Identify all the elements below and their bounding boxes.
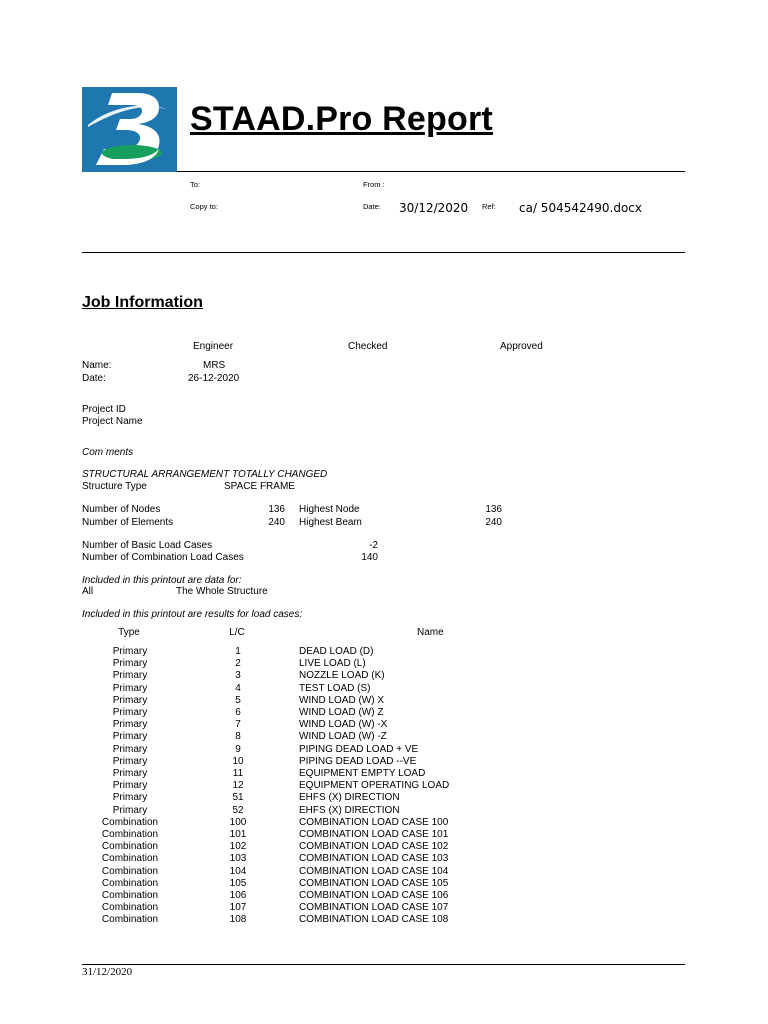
col-approved: Approved <box>500 341 543 352</box>
lc-type-cell: Primary <box>112 707 148 718</box>
combination-load-cases-value: 140 <box>361 552 378 563</box>
table-row <box>0 805 768 817</box>
lc-number-cell: 8 <box>235 731 241 743</box>
header-type: Type <box>118 627 140 638</box>
lc-number-cell: 9 <box>235 743 241 755</box>
lc-type-cell: Primary <box>112 658 148 670</box>
nodes-value: 136 <box>268 504 285 515</box>
lc-type-cell: Primary <box>112 682 148 694</box>
from-label: From : <box>363 180 385 189</box>
lc-number-cell: 11 <box>232 768 244 779</box>
included-data-label: Included in this printout are data for: <box>82 575 242 586</box>
footer-date: 31/12/2020 <box>82 966 133 978</box>
lc-number-cell: 51 <box>232 792 244 804</box>
lc-type-cell: Primary <box>112 804 148 816</box>
lc-name-cell: COMBINATION LOAD CASE 104 <box>299 865 449 877</box>
job-date-value: 26-12-2020 <box>188 373 240 384</box>
lc-type-cell: Combination <box>101 853 159 865</box>
table-row <box>0 744 768 756</box>
lc-name-cell: COMBINATION LOAD CASE 106 <box>299 890 449 901</box>
whole-structure-label: The Whole Structure <box>176 586 268 597</box>
lc-name-cell: COMBINATION LOAD CASE 101 <box>299 829 449 840</box>
basic-load-cases-label: Number of Basic Load Cases <box>82 540 213 551</box>
lc-number-cell: 102 <box>229 841 247 853</box>
lc-number-cell: 105 <box>229 877 247 889</box>
table-row <box>0 890 768 902</box>
table-row <box>0 719 768 731</box>
highest-beam-label: Highest Beam <box>299 517 362 528</box>
table-row <box>0 853 768 865</box>
lc-type-cell: Combination <box>101 865 159 877</box>
lc-name-cell: PIPING DEAD LOAD + VE <box>299 743 419 755</box>
lc-name-cell: WIND LOAD (W) -X <box>299 719 388 731</box>
date-label: Date: <box>363 202 381 211</box>
table-row <box>0 866 768 878</box>
elements-label: Number of Elements <box>82 517 174 528</box>
memo-divider <box>82 252 685 253</box>
table-row <box>0 756 768 768</box>
header-lc: L/C <box>229 627 245 638</box>
lc-number-cell: 103 <box>229 853 247 865</box>
date-value: 30/12/2020 <box>399 201 469 215</box>
lc-name-cell: COMBINATION LOAD CASE 100 <box>299 816 449 828</box>
lc-type-cell: Primary <box>112 792 148 804</box>
copy-to-label: Copy to: <box>190 202 218 211</box>
table-row <box>0 878 768 890</box>
header-divider <box>177 171 685 172</box>
lc-name-cell: PIPING DEAD LOAD --VE <box>299 755 417 767</box>
lc-name-cell: COMBINATION LOAD CASE 102 <box>299 841 449 853</box>
ref-label: Ref: <box>482 202 496 211</box>
lc-name-cell: LIVE LOAD (L) <box>299 658 366 670</box>
job-date-label: Date: <box>82 373 106 384</box>
lc-type-cell: Primary <box>112 780 148 792</box>
combination-load-cases-label: Number of Combination Load Cases <box>82 552 244 563</box>
table-row <box>0 707 768 719</box>
lc-name-cell: WIND LOAD (W) X <box>299 694 384 706</box>
lc-number-cell: 6 <box>235 707 241 718</box>
lc-type-cell: Combination <box>101 902 159 914</box>
table-row <box>0 914 768 926</box>
included-results-label: Included in this printout are results for load cases: <box>82 609 303 620</box>
table-row <box>0 768 768 780</box>
highest-node-value: 136 <box>485 504 502 515</box>
lc-name-cell: COMBINATION LOAD CASE 108 <box>299 914 449 926</box>
lc-number-cell: 5 <box>235 694 241 706</box>
lc-number-cell: 12 <box>232 780 244 792</box>
footer-divider <box>82 964 685 965</box>
project-name-label: Project Name <box>82 416 143 427</box>
table-row <box>0 817 768 829</box>
highest-node-label: Highest Node <box>299 504 360 515</box>
lc-type-cell: Primary <box>112 670 148 682</box>
col-engineer: Engineer <box>193 341 234 352</box>
lc-number-cell: 100 <box>229 816 247 828</box>
basic-load-cases-value: -2 <box>369 540 378 551</box>
lc-name-cell: WIND LOAD (W) Z <box>299 707 384 718</box>
report-title: STAAD.Pro Report <box>190 100 493 138</box>
lc-type-cell: Combination <box>101 841 159 853</box>
lc-name-cell: EQUIPMENT OPERATING LOAD <box>299 780 450 792</box>
table-row <box>0 695 768 707</box>
lc-number-cell: 108 <box>229 914 247 926</box>
lc-number-cell: 106 <box>229 890 247 901</box>
structure-type-label: Structure Type <box>82 481 147 492</box>
lc-name-cell: TEST LOAD (S) <box>299 682 371 694</box>
table-row <box>0 670 768 682</box>
table-row <box>0 731 768 743</box>
ref-value: ca/ 504542490.docx <box>519 201 642 215</box>
lc-name-cell: COMBINATION LOAD CASE 105 <box>299 877 449 889</box>
to-label: To: <box>190 180 201 189</box>
lc-name-cell: COMBINATION LOAD CASE 103 <box>299 853 449 865</box>
lc-name-cell: NOZZLE LOAD (K) <box>299 670 385 682</box>
comment-text: STRUCTURAL ARRANGEMENT TOTALLY CHANGED <box>82 469 328 480</box>
table-row <box>0 792 768 804</box>
structure-type-value: SPACE FRAME <box>224 481 295 492</box>
highest-beam-value: 240 <box>485 517 502 528</box>
lc-number-cell: 1 <box>235 646 241 657</box>
lc-type-cell: Primary <box>112 694 148 706</box>
table-row <box>0 829 768 841</box>
job-information-heading: Job Information <box>82 294 203 311</box>
all-label: All <box>82 586 94 597</box>
name-value: MRS <box>203 360 226 371</box>
lc-type-cell: Primary <box>112 719 148 731</box>
elements-value: 240 <box>268 517 285 528</box>
lc-type-cell: Primary <box>112 731 148 743</box>
lc-name-cell: EHFS (X) DIRECTION <box>299 804 400 816</box>
lc-number-cell: 3 <box>235 670 241 682</box>
table-row <box>0 902 768 914</box>
table-row <box>0 646 768 658</box>
lc-number-cell: 104 <box>229 865 247 877</box>
col-checked: Checked <box>348 341 388 352</box>
table-row <box>0 780 768 792</box>
lc-name-cell: EQUIPMENT EMPTY LOAD <box>299 768 426 779</box>
lc-type-cell: Primary <box>112 743 148 755</box>
lc-number-cell: 2 <box>235 658 241 670</box>
lc-type-cell: Combination <box>101 816 159 828</box>
project-id-label: Project ID <box>82 404 126 415</box>
table-row <box>0 841 768 853</box>
lc-number-cell: 7 <box>235 719 241 731</box>
lc-name-cell: WIND LOAD (W) -Z <box>299 731 387 743</box>
load-case-table-header <box>0 627 768 639</box>
lc-type-cell: Combination <box>101 829 159 840</box>
lc-name-cell: DEAD LOAD (D) <box>299 646 374 657</box>
lc-type-cell: Combination <box>101 914 159 926</box>
lc-name-cell: COMBINATION LOAD CASE 107 <box>299 902 449 914</box>
comments-label: Com ments <box>82 447 134 458</box>
lc-type-cell: Combination <box>101 890 159 901</box>
name-label: Name: <box>82 360 112 371</box>
lc-type-cell: Primary <box>112 768 148 779</box>
lc-number-cell: 107 <box>229 902 247 914</box>
table-row <box>0 658 768 670</box>
lc-number-cell: 4 <box>235 682 241 694</box>
lc-number-cell: 52 <box>232 804 244 816</box>
lc-type-cell: Combination <box>101 877 159 889</box>
lc-type-cell: Primary <box>112 646 148 657</box>
lc-type-cell: Primary <box>112 755 148 767</box>
bentley-logo <box>82 87 177 172</box>
lc-name-cell: EHFS (X) DIRECTION <box>299 792 400 804</box>
header-name: Name <box>417 627 444 638</box>
nodes-label: Number of Nodes <box>82 504 161 515</box>
table-row <box>0 683 768 695</box>
lc-number-cell: 10 <box>232 755 244 767</box>
lc-number-cell: 101 <box>229 829 247 840</box>
